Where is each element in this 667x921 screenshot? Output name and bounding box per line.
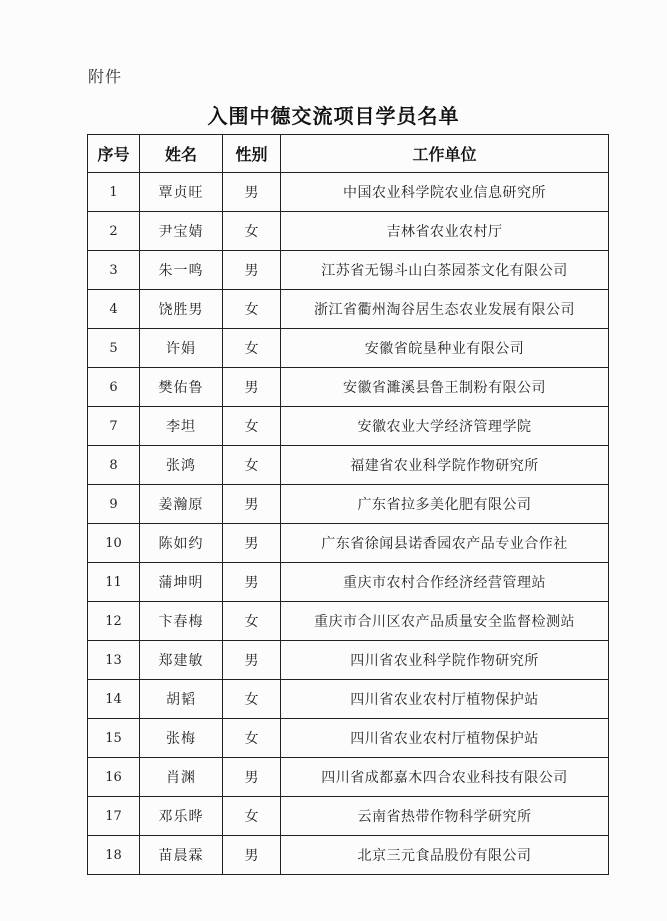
cell-name: 樊佑鲁 xyxy=(140,368,223,407)
cell-organization: 四川省农业农村厅植物保护站 xyxy=(281,680,609,719)
cell-organization: 广东省徐闻县诺香园农产品专业合作社 xyxy=(281,524,609,563)
cell-name: 陈如约 xyxy=(140,524,223,563)
table-row xyxy=(88,563,609,602)
cell-name: 郑建敏 xyxy=(140,641,223,680)
cell-name: 朱一鸣 xyxy=(140,251,223,290)
cell-gender: 男 xyxy=(223,173,281,212)
cell-gender: 男 xyxy=(223,368,281,407)
table-row xyxy=(88,290,609,329)
cell-name: 肖渊 xyxy=(140,758,223,797)
table-row xyxy=(88,329,609,368)
cell-number: 7 xyxy=(88,407,140,446)
cell-gender: 男 xyxy=(223,758,281,797)
table-header-row xyxy=(88,135,609,173)
table-row xyxy=(88,680,609,719)
cell-gender: 女 xyxy=(223,329,281,368)
cell-organization: 重庆市合川区农产品质量安全监督检测站 xyxy=(281,602,609,641)
cell-number: 2 xyxy=(88,212,140,251)
column-header-organization: 工作单位 xyxy=(281,135,609,173)
cell-gender: 女 xyxy=(223,446,281,485)
cell-organization: 江苏省无锡斗山白茶园茶文化有限公司 xyxy=(281,251,609,290)
cell-number: 10 xyxy=(88,524,140,563)
cell-number: 1 xyxy=(88,173,140,212)
cell-number: 6 xyxy=(88,368,140,407)
cell-gender: 男 xyxy=(223,485,281,524)
column-header-gender: 性别 xyxy=(223,135,281,173)
cell-number: 12 xyxy=(88,602,140,641)
table-row xyxy=(88,251,609,290)
cell-number: 9 xyxy=(88,485,140,524)
table-body xyxy=(88,173,609,875)
cell-number: 17 xyxy=(88,797,140,836)
cell-gender: 女 xyxy=(223,290,281,329)
cell-number: 14 xyxy=(88,680,140,719)
table-row xyxy=(88,602,609,641)
cell-organization: 中国农业科学院农业信息研究所 xyxy=(281,173,609,212)
table-row xyxy=(88,797,609,836)
cell-organization: 北京三元食品股份有限公司 xyxy=(281,836,609,875)
cell-number: 13 xyxy=(88,641,140,680)
cell-gender: 女 xyxy=(223,719,281,758)
cell-name: 李坦 xyxy=(140,407,223,446)
cell-number: 18 xyxy=(88,836,140,875)
cell-name: 尹宝婧 xyxy=(140,212,223,251)
cell-gender: 男 xyxy=(223,641,281,680)
cell-name: 覃贞旺 xyxy=(140,173,223,212)
cell-gender: 男 xyxy=(223,563,281,602)
cell-number: 4 xyxy=(88,290,140,329)
cell-organization: 安徽农业大学经济管理学院 xyxy=(281,407,609,446)
attachment-label: 附件 xyxy=(88,67,123,86)
column-header-name: 姓名 xyxy=(140,135,223,173)
trainee-roster-table xyxy=(87,134,609,875)
cell-number: 15 xyxy=(88,719,140,758)
table-row xyxy=(88,524,609,563)
cell-gender: 女 xyxy=(223,797,281,836)
cell-gender: 男 xyxy=(223,836,281,875)
cell-name: 张梅 xyxy=(140,719,223,758)
cell-name: 邓乐晔 xyxy=(140,797,223,836)
cell-gender: 女 xyxy=(223,407,281,446)
table-row xyxy=(88,836,609,875)
cell-name: 卞春梅 xyxy=(140,602,223,641)
cell-organization: 广东省拉多美化肥有限公司 xyxy=(281,485,609,524)
table-row xyxy=(88,641,609,680)
table-row xyxy=(88,758,609,797)
cell-organization: 福建省农业科学院作物研究所 xyxy=(281,446,609,485)
cell-number: 16 xyxy=(88,758,140,797)
cell-organization: 安徽省濉溪县鲁王制粉有限公司 xyxy=(281,368,609,407)
cell-organization: 浙江省衢州淘谷居生态农业发展有限公司 xyxy=(281,290,609,329)
cell-name: 饶胜男 xyxy=(140,290,223,329)
cell-organization: 重庆市农村合作经济经营管理站 xyxy=(281,563,609,602)
cell-organization: 云南省热带作物科学研究所 xyxy=(281,797,609,836)
cell-gender: 男 xyxy=(223,251,281,290)
table-row xyxy=(88,485,609,524)
cell-name: 蒲坤明 xyxy=(140,563,223,602)
table-row xyxy=(88,212,609,251)
cell-gender: 男 xyxy=(223,524,281,563)
cell-gender: 女 xyxy=(223,680,281,719)
table-row xyxy=(88,719,609,758)
cell-organization: 四川省成都嘉木四合农业科技有限公司 xyxy=(281,758,609,797)
cell-gender: 女 xyxy=(223,212,281,251)
cell-number: 5 xyxy=(88,329,140,368)
cell-name: 许娟 xyxy=(140,329,223,368)
cell-gender: 女 xyxy=(223,602,281,641)
table-row xyxy=(88,368,609,407)
cell-number: 11 xyxy=(88,563,140,602)
cell-name: 胡韬 xyxy=(140,680,223,719)
cell-organization: 吉林省农业农村厅 xyxy=(281,212,609,251)
column-header-number: 序号 xyxy=(88,135,140,173)
table-row xyxy=(88,407,609,446)
table-row xyxy=(88,173,609,212)
cell-number: 8 xyxy=(88,446,140,485)
cell-name: 姜瀚原 xyxy=(140,485,223,524)
cell-organization: 四川省农业农村厅植物保护站 xyxy=(281,719,609,758)
cell-organization: 安徽省皖垦种业有限公司 xyxy=(281,329,609,368)
cell-number: 3 xyxy=(88,251,140,290)
page-title: 入围中德交流项目学员名单 xyxy=(207,104,460,128)
cell-name: 苗晨霖 xyxy=(140,836,223,875)
table-row xyxy=(88,446,609,485)
cell-organization: 四川省农业科学院作物研究所 xyxy=(281,641,609,680)
cell-name: 张鸿 xyxy=(140,446,223,485)
